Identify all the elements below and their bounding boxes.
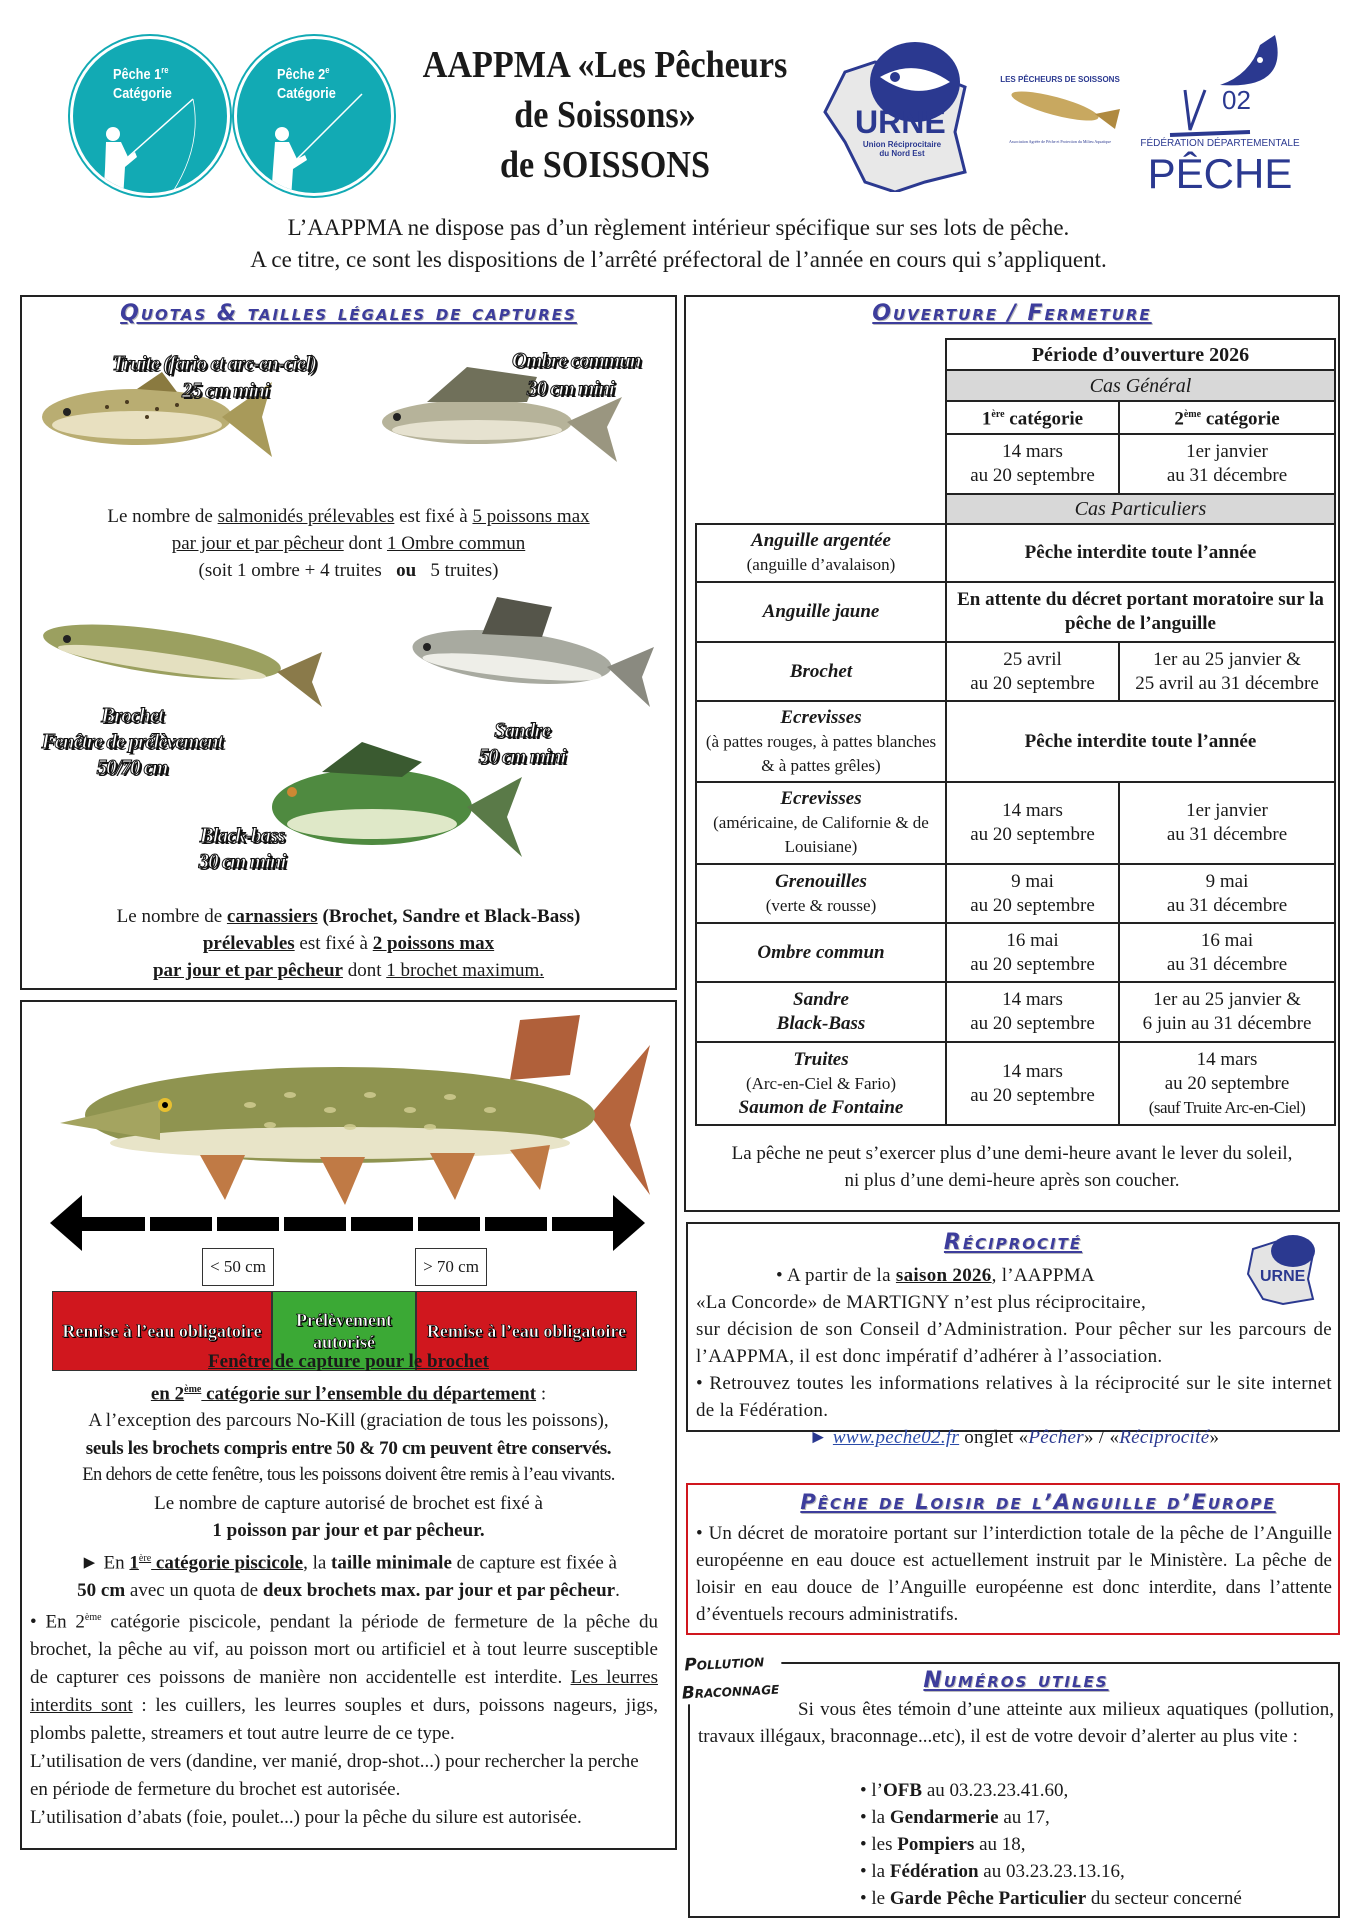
fisherman-icon bbox=[73, 39, 230, 196]
text: 9 mai bbox=[1011, 870, 1054, 892]
general-cat2-dates bbox=[1119, 434, 1335, 494]
general-cat1-dates bbox=[946, 434, 1119, 494]
text: «La Concorde» de MARTIGNY n’est plus réciprocitaire, bbox=[696, 1292, 1147, 1313]
text: par jour et par pêcheur bbox=[152, 960, 343, 981]
fish-label: Brochet bbox=[101, 703, 163, 727]
cat2-header bbox=[1119, 401, 1335, 434]
species-cell bbox=[696, 524, 946, 582]
urne-name: URNE bbox=[855, 104, 946, 140]
text: 50 cm bbox=[77, 1579, 126, 1601]
period-cell: Pêche interdite toute l’année bbox=[946, 701, 1335, 782]
text: 1er janvier bbox=[1186, 800, 1268, 821]
urne-sub: Union Réciprocitaire du Nord Est bbox=[862, 140, 942, 158]
text: en 2 bbox=[150, 1382, 185, 1404]
club-name: LES PÊCHEURS DE SOISSONS bbox=[1000, 75, 1120, 84]
text: 16 mai bbox=[1200, 929, 1254, 951]
text: . bbox=[615, 1579, 620, 1601]
measuring-arrow-icon bbox=[50, 1195, 645, 1255]
text: ► En bbox=[80, 1552, 130, 1574]
text: au 18, bbox=[974, 1834, 1026, 1855]
logo-sup: re bbox=[161, 65, 169, 75]
period-cell-c2 bbox=[1119, 923, 1335, 982]
text: 1 poisson par jour et par pêcheur. bbox=[212, 1520, 485, 1542]
fisherman-icon bbox=[237, 39, 394, 196]
text: 1er au 25 janvier & bbox=[1153, 989, 1301, 1010]
list-item bbox=[860, 1777, 1242, 1804]
text: • la bbox=[860, 1861, 890, 1882]
text: onglet « bbox=[959, 1427, 1029, 1448]
text: Le nombre de bbox=[107, 506, 218, 527]
text: ère bbox=[138, 1552, 152, 1564]
text: saison 2026 bbox=[895, 1265, 992, 1286]
table-row bbox=[696, 1042, 1335, 1125]
eel-section bbox=[686, 1483, 1340, 1635]
species-name: Ecrevisses bbox=[780, 788, 862, 809]
text: prélevables bbox=[202, 933, 295, 954]
section-heading: Numéros utiles bbox=[923, 1668, 1109, 1693]
table-row bbox=[696, 923, 1335, 982]
table-row bbox=[696, 982, 1335, 1042]
blank-cell bbox=[696, 339, 946, 524]
fish-swirl-icon bbox=[1140, 30, 1300, 140]
text: catégorie bbox=[1201, 408, 1280, 430]
text: catégorie sur l’ensemble du département bbox=[201, 1382, 537, 1404]
text: 1 bbox=[981, 408, 992, 430]
title-line: de SOISSONS bbox=[499, 144, 711, 186]
species-name: Sandre bbox=[793, 989, 849, 1010]
period-cell-c1 bbox=[946, 642, 1119, 701]
species-sub: (à pattes rouges, à pattes blanches & à pattes grêles) bbox=[705, 731, 937, 775]
text: 9 mai bbox=[1205, 870, 1249, 892]
text: 14 mars bbox=[1002, 989, 1063, 1010]
large-pike-image bbox=[50, 1005, 650, 1205]
intro-line: L’AAPPMA ne dispose pas d’un règlement intérieur spécifique sur ses lots de pêche. bbox=[287, 215, 1070, 240]
text: 14 mars bbox=[1002, 800, 1063, 821]
text: , la bbox=[303, 1552, 332, 1574]
text: 1er au 25 janvier & bbox=[1153, 648, 1301, 670]
text: : les cuillers, les leurres souples et durs, poissons nageurs, jigs, plombs palette, streamers et tout autre leurre de ce type. bbox=[30, 1695, 658, 1745]
text: 6 juin au 31 décembre bbox=[1142, 1013, 1312, 1034]
text: 1 Ombre commun bbox=[386, 533, 526, 554]
opening-footer bbox=[686, 1140, 1338, 1194]
species-name: Grenouilles bbox=[775, 870, 867, 892]
pike-rules-text bbox=[22, 1348, 675, 1604]
useful-numbers-section bbox=[688, 1662, 1340, 1918]
pike-logo-icon bbox=[985, 84, 1135, 134]
text: Braconnage bbox=[681, 1678, 780, 1704]
fish-label: Sandre bbox=[494, 718, 550, 742]
species-cell bbox=[696, 642, 946, 701]
text: 14 mars bbox=[1002, 1060, 1063, 1082]
text: au 03.23.23.13.16, bbox=[978, 1861, 1125, 1882]
species-cell bbox=[696, 701, 946, 782]
text: est fixé à bbox=[294, 933, 373, 954]
text: est fixé à bbox=[394, 506, 473, 527]
text: OFB bbox=[883, 1780, 923, 1801]
text: au 31 décembre bbox=[1166, 894, 1288, 916]
text: • En 2 bbox=[30, 1611, 85, 1633]
peche-2e-categorie-logo bbox=[234, 36, 394, 196]
text: au 03.23.23.41.60, bbox=[922, 1780, 1069, 1801]
fish-size: 30 cm mini bbox=[198, 849, 286, 873]
text: 25 avril bbox=[1003, 648, 1062, 670]
text: 25 avril au 31 décembre bbox=[1135, 672, 1319, 694]
period-cell-c1 bbox=[946, 982, 1119, 1042]
list-item bbox=[860, 1831, 1242, 1858]
text: salmonidés prélevables bbox=[217, 506, 395, 527]
text: au 20 septembre bbox=[970, 894, 1095, 916]
general-case-header: Cas Général bbox=[946, 370, 1335, 401]
text: L’utilisation d’abats (foie, poulet...) pour la pêche du silure est autorisée. bbox=[30, 1807, 582, 1829]
text: catégorie piscicole, pendant la période de fermeture de la pêche du brochet, la pêche au vif, au poisson mort ou artificiel et à tout leurre susceptible de capturer ces poissons de manière non accidentelle est interdite. bbox=[30, 1611, 658, 1689]
eel-text: • Un décret de moratoire portant sur l’interdiction totale de la pêche de l’Anguille européenne en eau douce est actuellement instruit par le Ministère. La pêche de loisir en eau douce de l’Anguille européenne est donc interdite, dans l’attente d’éventuels recours administratifs. bbox=[696, 1523, 1332, 1625]
list-item bbox=[860, 1858, 1242, 1885]
text: 2 poissons max bbox=[372, 933, 495, 954]
species-sub: (américaine, de Californie & de Louisiane) bbox=[713, 813, 929, 856]
text: au 17, bbox=[998, 1807, 1050, 1828]
section-heading: Pêche de Loisir de l’Anguille d’Europe bbox=[800, 1490, 1276, 1514]
period-cell: En attente du décret portant moratoire sur la pêche de l’anguille bbox=[946, 582, 1335, 642]
list-item bbox=[860, 1885, 1242, 1912]
fish-size: 30 cm mini bbox=[527, 376, 614, 400]
text: au 31 décembre bbox=[1166, 953, 1288, 975]
text: au 20 septembre bbox=[970, 465, 1095, 486]
text: 5 truites) bbox=[430, 560, 499, 581]
species-name: Truites bbox=[793, 1048, 849, 1070]
pike-image bbox=[32, 607, 332, 707]
text: (sauf Truite Arc-en-Ciel) bbox=[1148, 1097, 1306, 1117]
federation-website-link[interactable]: www.peche02.fr bbox=[832, 1427, 960, 1448]
text: catégorie piscicole bbox=[151, 1552, 304, 1574]
text: de capture est fixée à bbox=[451, 1552, 617, 1574]
logo-text: Catégorie bbox=[277, 85, 336, 102]
text: Les leurres interdits sont bbox=[30, 1667, 658, 1717]
dept-number: 02 bbox=[1222, 85, 1251, 115]
fish-label: Black-bass bbox=[199, 823, 285, 847]
period-cell: Pêche interdite toute l’année bbox=[946, 524, 1335, 582]
period-cell-c2 bbox=[1119, 642, 1335, 701]
table-row bbox=[696, 782, 1335, 864]
text: au 20 septembre bbox=[970, 1013, 1095, 1034]
table-row bbox=[696, 701, 1335, 782]
species-cell bbox=[696, 864, 946, 923]
page-title bbox=[416, 40, 794, 190]
text: dont bbox=[343, 533, 387, 554]
title-line: de Soissons» bbox=[514, 94, 696, 136]
period-cell-c2 bbox=[1119, 864, 1335, 923]
pollution-tag bbox=[681, 1649, 783, 1704]
text: A l’exception des parcours No-Kill (graciation de tous les poissons), bbox=[88, 1410, 609, 1432]
text: Pollution bbox=[683, 1651, 765, 1676]
text: au 31 décembre bbox=[1166, 465, 1288, 486]
text: Fédération bbox=[889, 1861, 979, 1882]
logo-sup: e bbox=[325, 65, 330, 75]
period-cell-c1 bbox=[946, 864, 1119, 923]
species-name: Anguille argentée bbox=[751, 530, 891, 551]
text: catégorie bbox=[1004, 408, 1084, 430]
logo-text: Pêche 1 bbox=[113, 66, 162, 83]
text: La pêche ne peut s’exercer plus d’une demi-heure avant le lever du soleil, bbox=[731, 1143, 1293, 1164]
text: par jour et par pêcheur bbox=[171, 533, 344, 554]
urne-text: URNE bbox=[1260, 1268, 1306, 1285]
quotas-section bbox=[20, 295, 677, 990]
text: au 20 septembre bbox=[970, 824, 1095, 845]
fish-size: 50/70 cm bbox=[96, 755, 168, 779]
text: ou bbox=[396, 560, 417, 581]
text: au 20 septembre bbox=[970, 672, 1095, 694]
fish-label: Truite (fario et arc-en-ciel) bbox=[112, 351, 317, 375]
urne-logo bbox=[815, 32, 985, 192]
text: • le bbox=[860, 1888, 890, 1909]
period-cell-c2 bbox=[1119, 982, 1335, 1042]
pike-label bbox=[22, 702, 242, 780]
text: deux brochets max. par jour et par pêcheur bbox=[262, 1579, 616, 1601]
title-line: AAPPMA «Les Pêcheurs bbox=[422, 44, 788, 86]
species-cell bbox=[696, 1042, 946, 1125]
text: 16 mai bbox=[1006, 929, 1059, 951]
salmonid-quota-text bbox=[22, 503, 675, 584]
period-header: Période d’ouverture 2026 bbox=[946, 339, 1335, 370]
intro-line: A ce titre, ce sont les dispositions de l’arrêté préfectoral de l’année en cours qui s’appliquent. bbox=[250, 247, 1107, 272]
logo-text: Catégorie bbox=[113, 85, 172, 102]
text: 1 brochet maximum. bbox=[386, 960, 545, 981]
species-cell bbox=[696, 982, 946, 1042]
cat1-header bbox=[946, 401, 1119, 434]
reciprocity-text bbox=[696, 1262, 1332, 1451]
period-cell-c1 bbox=[946, 923, 1119, 982]
species-name: Black-Bass bbox=[776, 1013, 866, 1034]
table-row bbox=[696, 864, 1335, 923]
period-cell-c1 bbox=[946, 1042, 1119, 1125]
text: En dehors de cette fenêtre, tous les poissons doivent être remis à l’eau vivants. bbox=[82, 1465, 615, 1486]
text: » / « bbox=[1083, 1427, 1120, 1448]
min-size-label: < 50 cm bbox=[202, 1248, 274, 1286]
section-heading: Ouverture / Fermeture bbox=[872, 301, 1152, 326]
text: 1er janvier bbox=[1186, 441, 1268, 462]
logo-text: Pêche 2 bbox=[277, 66, 326, 83]
text: Fenêtre de capture pour le brochet bbox=[208, 1351, 489, 1372]
text: ère bbox=[991, 409, 1005, 421]
species-sub: (Arc-en-Ciel & Fario) bbox=[745, 1073, 897, 1093]
opening-table bbox=[695, 338, 1336, 1126]
species-name: Anguille jaune bbox=[762, 601, 880, 622]
period-cell-c1 bbox=[946, 782, 1119, 864]
text: • les bbox=[860, 1834, 898, 1855]
table-row bbox=[696, 524, 1335, 582]
intro-text bbox=[0, 212, 1357, 276]
bass-label bbox=[172, 822, 312, 874]
text: au 20 septembre bbox=[970, 1084, 1095, 1106]
text: • Retrouvez toutes les informations relatives à la réciprocité sur le site internet de la Fédération. bbox=[696, 1373, 1332, 1421]
text: sur décision de son Conseil d’Administration. Pour pêcher sur les parcours de l’AAPPMA, il est donc impératif d’adhérer à l’association. bbox=[696, 1319, 1332, 1367]
text: Pêcher bbox=[1028, 1427, 1084, 1448]
text: seuls les brochets compris entre 50 & 70 cm peuvent être conservés. bbox=[85, 1437, 612, 1459]
species-cell bbox=[696, 582, 946, 642]
text: » bbox=[1209, 1427, 1220, 1448]
table-row bbox=[696, 642, 1335, 701]
text: • l’ bbox=[860, 1780, 884, 1801]
text: L’utilisation de vers (dandine, ver manié, drop-shot...) pour rechercher la perche en période de fermeture du brochet est autorisée. bbox=[30, 1751, 639, 1801]
species-cell bbox=[696, 782, 946, 864]
club-sub: Association Agréée de Pêche et Protection du Milieu Aquatique bbox=[1009, 139, 1111, 144]
period-cell-c2 bbox=[1119, 1042, 1335, 1125]
species-name: Ecrevisses bbox=[780, 706, 862, 728]
zander-image bbox=[392, 592, 662, 712]
text: ème bbox=[184, 1383, 202, 1395]
text: • A partir de la bbox=[776, 1265, 896, 1286]
text: Réciprocité bbox=[1119, 1427, 1210, 1448]
text: 1 bbox=[129, 1552, 139, 1574]
fish-size: 25 cm mini bbox=[182, 378, 269, 402]
species-sub: (verte & rousse) bbox=[765, 895, 877, 915]
species-cell bbox=[696, 923, 946, 982]
section-heading: Quotas & tailles légales de captures bbox=[120, 301, 577, 326]
fd-line1: FÉDÉRATION DÉPARTEMENTALE bbox=[1140, 138, 1300, 149]
federation-logo bbox=[1140, 30, 1300, 200]
text: Pompiers bbox=[897, 1834, 975, 1855]
keep-zone: Prélèvement autorisé bbox=[272, 1291, 416, 1371]
fish-label: Fenêtre de prélèvement bbox=[41, 729, 223, 753]
fd-line2: PÊCHE bbox=[1147, 150, 1293, 197]
text: ème bbox=[1183, 409, 1202, 421]
peche-1re-categorie-logo bbox=[70, 36, 230, 196]
text: ► bbox=[808, 1427, 833, 1448]
text: (soit 1 ombre + 4 truites bbox=[198, 560, 382, 581]
text: 14 mars bbox=[1002, 441, 1063, 462]
text: du secteur concerné bbox=[1086, 1888, 1242, 1909]
text: 14 mars bbox=[1196, 1048, 1258, 1070]
pike-closure-text bbox=[30, 1604, 658, 1832]
text: , l’AAPPMA bbox=[991, 1265, 1095, 1286]
table-row bbox=[696, 582, 1335, 642]
species-name: Brochet bbox=[789, 660, 853, 682]
text: Le nombre de bbox=[116, 906, 227, 927]
section-heading: Réciprocité bbox=[943, 1230, 1083, 1255]
text: au 31 décembre bbox=[1166, 824, 1288, 845]
reciprocity-section bbox=[686, 1222, 1340, 1448]
text: Gendarmerie bbox=[889, 1807, 999, 1828]
release-zone-right: Remise à l’eau obligatoire bbox=[416, 1291, 637, 1371]
text: dont bbox=[342, 960, 387, 981]
text: avec un quota de bbox=[125, 1579, 263, 1601]
text: : bbox=[536, 1382, 547, 1404]
max-size-label: > 70 cm bbox=[415, 1248, 487, 1286]
text: • la bbox=[860, 1807, 890, 1828]
species-name: Ombre commun bbox=[757, 941, 885, 963]
species-name: Saumon de Fontaine bbox=[738, 1096, 904, 1118]
text: (Brochet, Sandre et Black-Bass) bbox=[317, 906, 581, 927]
text: Le nombre de capture autorisé de brochet est fixé à bbox=[154, 1492, 543, 1514]
period-cell-c2 bbox=[1119, 782, 1335, 864]
text: 2 bbox=[1174, 408, 1184, 430]
numbers-intro: Si vous êtes témoin d’une atteinte aux milieux aquatiques (pollution, travaux illégaux, braconnage...etc), il est de votre devoir d’alerter au plus vite : bbox=[698, 1699, 1334, 1747]
text: ème bbox=[84, 1612, 102, 1623]
text: Garde Pêche Particulier bbox=[889, 1888, 1087, 1909]
club-logo bbox=[985, 75, 1135, 155]
numbers-list bbox=[860, 1777, 1242, 1912]
release-zone-left: Remise à l’eau obligatoire bbox=[52, 1291, 272, 1371]
text: 5 poissons max bbox=[472, 506, 590, 527]
carnassier-quota-text bbox=[22, 903, 675, 984]
fish-size: 50 cm mini bbox=[478, 744, 566, 768]
text: au 20 septembre bbox=[970, 953, 1095, 975]
fish-label: Ombre commun bbox=[512, 348, 641, 372]
text: carnassiers bbox=[226, 906, 318, 927]
text: taille minimale bbox=[331, 1552, 452, 1574]
species-sub: (anguille d’avalaison) bbox=[746, 555, 896, 574]
particular-case-header: Cas Particuliers bbox=[946, 494, 1335, 524]
list-item bbox=[860, 1804, 1242, 1831]
text: ni plus d’une demi-heure après son coucher. bbox=[844, 1170, 1180, 1191]
text: au 20 septembre bbox=[1164, 1072, 1290, 1094]
